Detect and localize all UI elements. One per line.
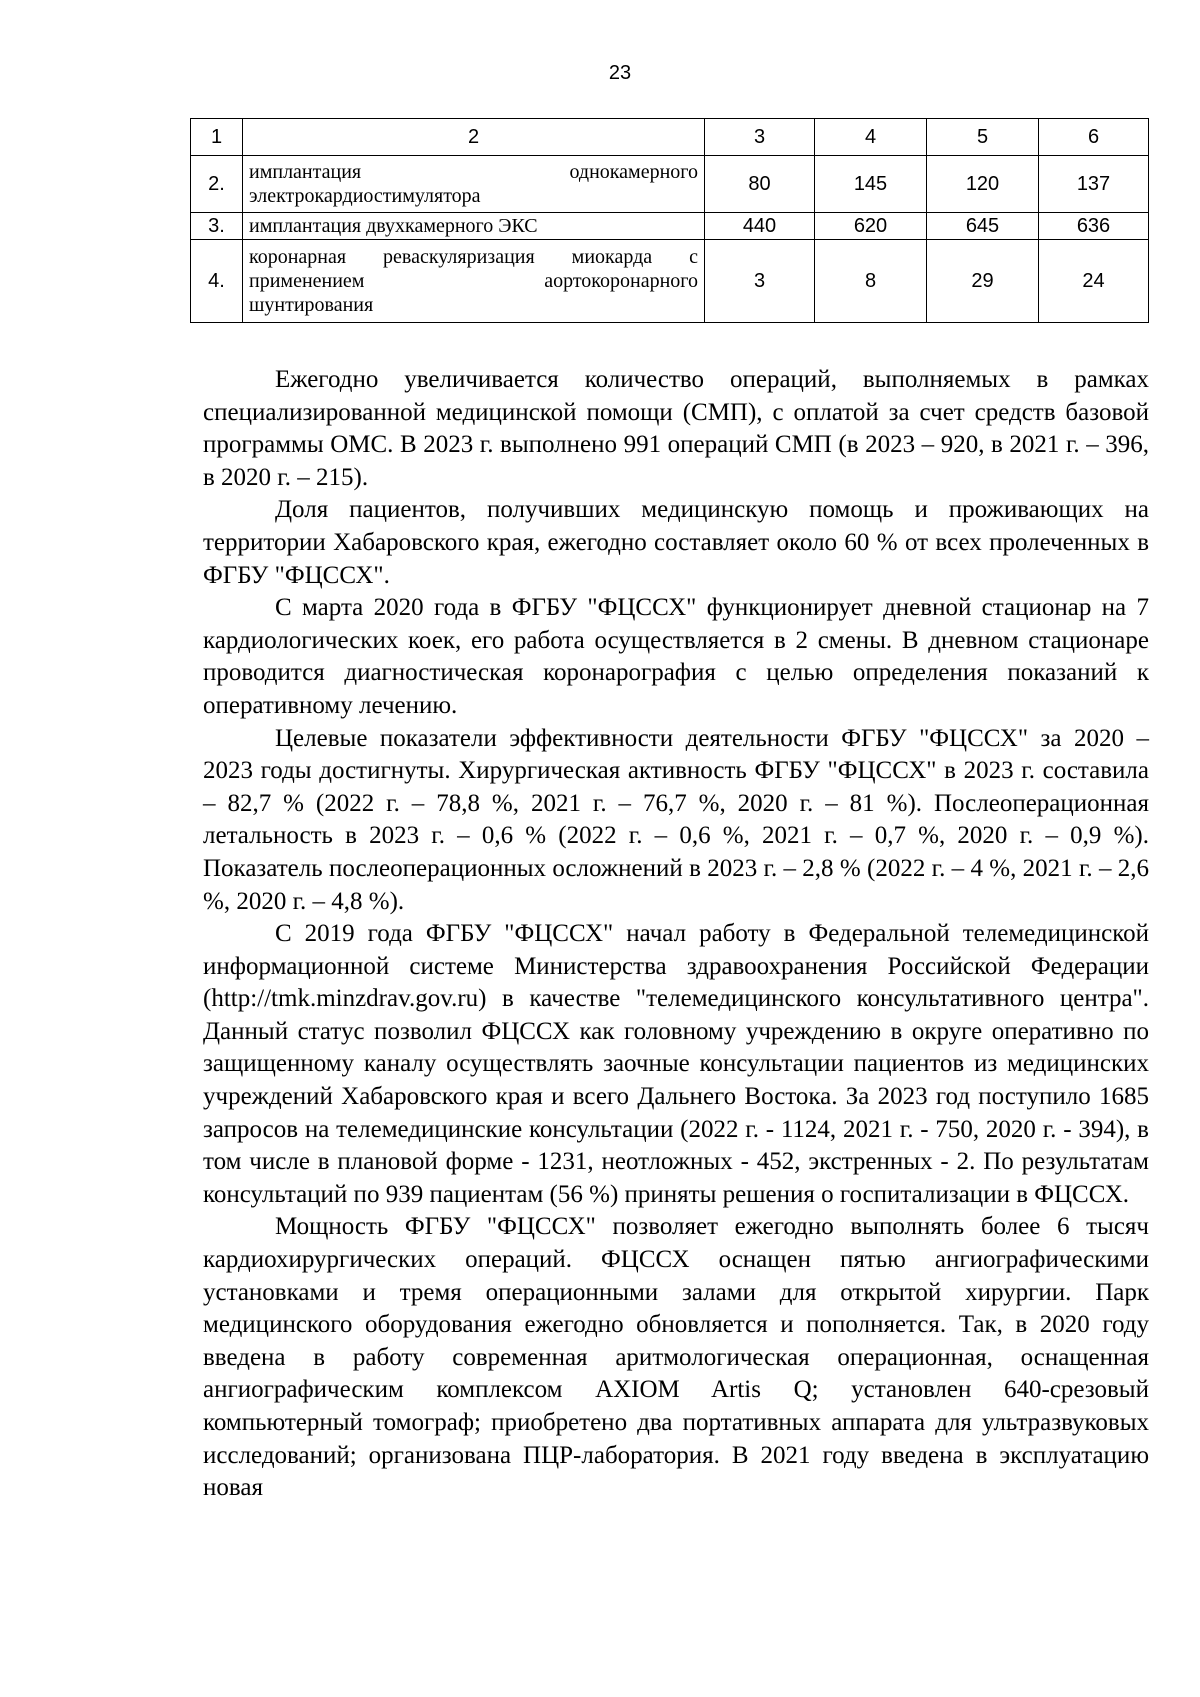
table-header-cell: 2	[243, 119, 705, 156]
procedure-name-line: имплантация однокамерного	[249, 161, 698, 183]
table-header-cell: 6	[1039, 119, 1149, 156]
procedure-name-line: имплантация двухкамерного ЭКС	[249, 215, 538, 237]
procedure-name-line: электрокардиостимулятора	[249, 185, 481, 207]
table-header-cell: 4	[815, 119, 927, 156]
table-cell: 645	[927, 213, 1039, 240]
table-header-cell: 3	[705, 119, 815, 156]
table-cell: 145	[815, 156, 927, 213]
row-number: 2.	[191, 156, 243, 213]
procedure-name-line: шунтирования	[249, 294, 374, 316]
procedure-name	[243, 156, 705, 213]
table-cell: 440	[705, 213, 815, 240]
table-cell: 636	[1039, 213, 1149, 240]
paragraph: С марта 2020 года в ФГБУ "ФЦССХ" функционирует дневной стационар на 7 кардиологических коек, его работа осуществляется в 2 смены. В дневном стационаре проводится диагностическая коронарография с целью определения показаний к оперативному лечению.	[203, 594, 1149, 719]
paragraph: С 2019 года ФГБУ "ФЦССХ" начал работу в Федеральной телемедицинской информационной системе Министерства здравоохранения Российской Федерации (http://tmk.minzdrav.gov.ru) в качестве "телемедицинского консультативного центра". Данный статус позволил ФЦССХ как головному учреждению в округе оперативно по защищенному каналу осуществлять заочные консультации пациентов из медицинских учреждений Хабаровского края и всего Дальнего Востока. За 2023 год поступило 1685 запросов на телемедицинские консультации (2022 г. - 1124, 2021 г. - 750, 2020 г. - 394), в том числе в плановой форме - 1231, неотложных - 452, экстренных - 2. По результатам консультаций по 939 пациентам (56 %) приняты решения о госпитализации в ФЦССХ.	[203, 920, 1149, 1208]
procedure-name	[243, 213, 705, 240]
paragraph: Мощность ФГБУ "ФЦССХ" позволяет ежегодно выполнять более 6 тысяч кардиохирургических операций. ФЦССХ оснащен пятью ангиографическими установками и тремя операционными залами для открытой хирургии. Парк медицинского оборудования ежегодно обновляется и пополняется. Так, в 2020 году введена в работу современная аритмологическая операционная, оснащенная ангиографическим комплексом AXIOM Artis Q; установлен 640-срезовый компьютерный томограф; приобретено два портативных аппарата для ультразвуковых исследований; организована ПЦР-лаборатория. В 2021 году введена в эксплуатацию новая	[203, 1213, 1149, 1502]
procedure-name-line: применением аортокоронарного	[249, 270, 698, 292]
table-cell: 120	[927, 156, 1039, 213]
operations-table	[190, 118, 1149, 323]
table-row	[191, 156, 1149, 213]
row-number: 3.	[191, 213, 243, 240]
table-cell: 137	[1039, 156, 1149, 213]
table-row	[191, 240, 1149, 323]
table-header-cell: 5	[927, 119, 1039, 156]
table-cell: 3	[705, 240, 815, 323]
procedure-name	[243, 240, 705, 323]
table-cell: 29	[927, 240, 1039, 323]
document-body	[203, 364, 1149, 1505]
paragraph: Ежегодно увеличивается количество операций, выполняемых в рамках специализированной медицинской помощи (СМП), с оплатой за счет средств базовой программы ОМС. В 2023 г. выполнено 991 операций СМП (в 2023 – 920, в 2021 г. – 396, в 2020 г. – 215).	[203, 366, 1149, 491]
table-cell: 24	[1039, 240, 1149, 323]
table-header-cell: 1	[191, 119, 243, 156]
table-row	[191, 213, 1149, 240]
row-number: 4.	[191, 240, 243, 323]
table-cell: 8	[815, 240, 927, 323]
paragraph: Целевые показатели эффективности деятельности ФГБУ "ФЦССХ" за 2020 – 2023 годы достигнуты. Хирургическая активность ФГБУ "ФЦССХ" в 2023 г. составила – 82,7 % (2022 г. – 78,8 %, 2021 г. – 76,7 %, 2020 г. – 81 %). Послеоперационная летальность в 2023 г. – 0,6 % (2022 г. – 0,6 %, 2021 г. – 0,7 %, 2020 г. – 0,9 %). Показатель послеоперационных осложнений в 2023 г. – 2,8 % (2022 г. – 4 %, 2021 г. – 2,6 %, 2020 г. – 4,8 %).	[203, 724, 1149, 915]
procedure-name-line: коронарная реваскуляризация миокарда с	[249, 246, 698, 268]
paragraph: Доля пациентов, получивших медицинскую помощь и проживающих на территории Хабаровского края, ежегодно составляет около 60 % от всех пролеченных в ФГБУ "ФЦССХ".	[203, 496, 1149, 589]
table-cell: 80	[705, 156, 815, 213]
table-header-row	[191, 119, 1149, 156]
page-number: 23	[608, 62, 632, 84]
table-cell: 620	[815, 213, 927, 240]
